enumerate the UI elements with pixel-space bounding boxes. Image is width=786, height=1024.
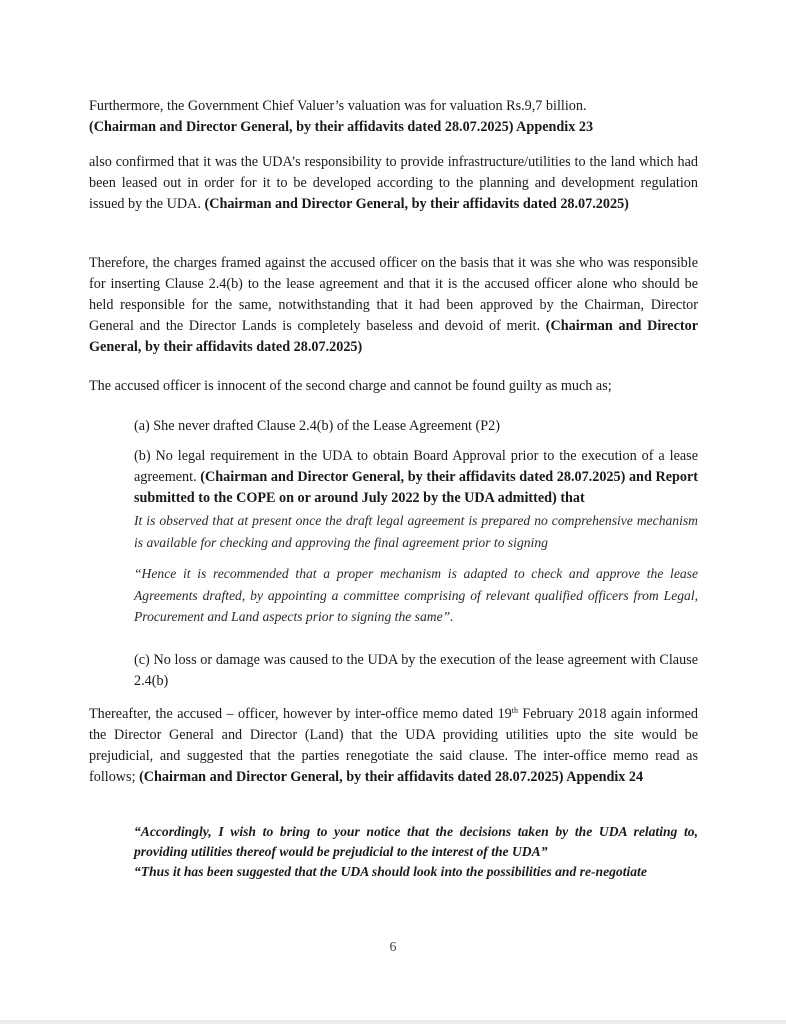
paragraph-text: Thereafter, the accused – officer, however by inter-office memo dated 19 [89, 706, 512, 722]
paragraph-text: February 2018 again informed the Director General and Director (Land) that the UDA providing utilities upto the site would be prejudicial, and suggested that the parties renegotiate the said clause. The inter-office memo read as follows; [89, 706, 698, 785]
page-edge [0, 1020, 786, 1024]
paragraph-text: Therefore, the charges framed against the accused officer on the basis that it was she who was responsible for inserting Clause 2.4(b) to the lease agreement and that it is the accused officer alone who should be held responsible for the same, notwithstanding that it had been approved by the Chairman, Director General and the Director Lands is completely baseless and devoid of merit. [89, 255, 698, 334]
citation: (Chairman and Director General, by their affidavits dated 28.07.2025) Appendix 24 [139, 769, 644, 785]
citation: (Chairman and Director General, by their affidavits dated 28.07.2025) and Report submitted to the COPE on or around July 2022 by the UDA admitted) that [134, 469, 699, 506]
list-item-text: (c) No loss or damage was caused to the UDA by the execution of the lease agreement with Clause 2.4(b) [134, 652, 698, 689]
memo-quote-line-1: “Accordingly, I wish to bring to your notice that the decisions taken by the UDA relating to, providing utilities thereof would be prejudicial to the interest of the UDA” [134, 824, 698, 859]
list-item-text: (a) She never drafted Clause 2.4(b) of the Lease Agreement (P2) [134, 418, 500, 434]
citation: (Chairman and Director General, by their affidavits dated 28.07.2025) [89, 318, 699, 355]
paragraph-valuation [89, 96, 698, 138]
paragraph-text: Furthermore, the Government Chief Valuer’s valuation was for valuation Rs.9,7 billion. [89, 98, 587, 114]
paragraph-text: The accused officer is innocent of the second charge and cannot be found guilty as much as; [89, 378, 612, 394]
ordinal-suffix: th [511, 706, 518, 715]
list-item-a [134, 416, 698, 437]
list-item-text: (b) No legal requirement in the UDA to obtain Board Approval prior to the execution of a lease agreement. [134, 448, 698, 485]
paragraph-uda-responsibility [89, 152, 698, 215]
citation: (Chairman and Director General, by their affidavits dated 28.07.2025) Appendix 23 [89, 119, 594, 135]
paragraph-innocent [89, 376, 698, 397]
list-item-c [134, 650, 698, 692]
cope-quote-recommendation: “Hence it is recommended that a proper mechanism is adapted to check and approve the lease Agreements drafted, by appointing a committee comprising of relevant qualified officers from Legal, Procurement and Land aspects prior to signing the same”. [134, 566, 698, 624]
paragraph-text: also confirmed that it was the UDA’s responsibility to provide infrastructure/utilities to the land which had been leased out in order for it to be developed according to the planning and development regulation issued by the UDA. [89, 154, 698, 212]
memo-quote-line-2: “Thus it has been suggested that the UDA should look into the possibilities and re-negotiate [134, 864, 647, 879]
paragraph-inter-office-memo [89, 704, 698, 788]
page-number: 6 [389, 940, 397, 955]
list-item-b [134, 446, 698, 628]
paragraph-charges-baseless [89, 253, 698, 358]
citation: (Chairman and Director General, by their affidavits dated 28.07.2025) [204, 196, 629, 212]
memo-quote [134, 822, 698, 882]
cope-quote-observation: It is observed that at present once the draft legal agreement is prepared no comprehensive mechanism is available for checking and approving the final agreement prior to signing [134, 513, 698, 550]
